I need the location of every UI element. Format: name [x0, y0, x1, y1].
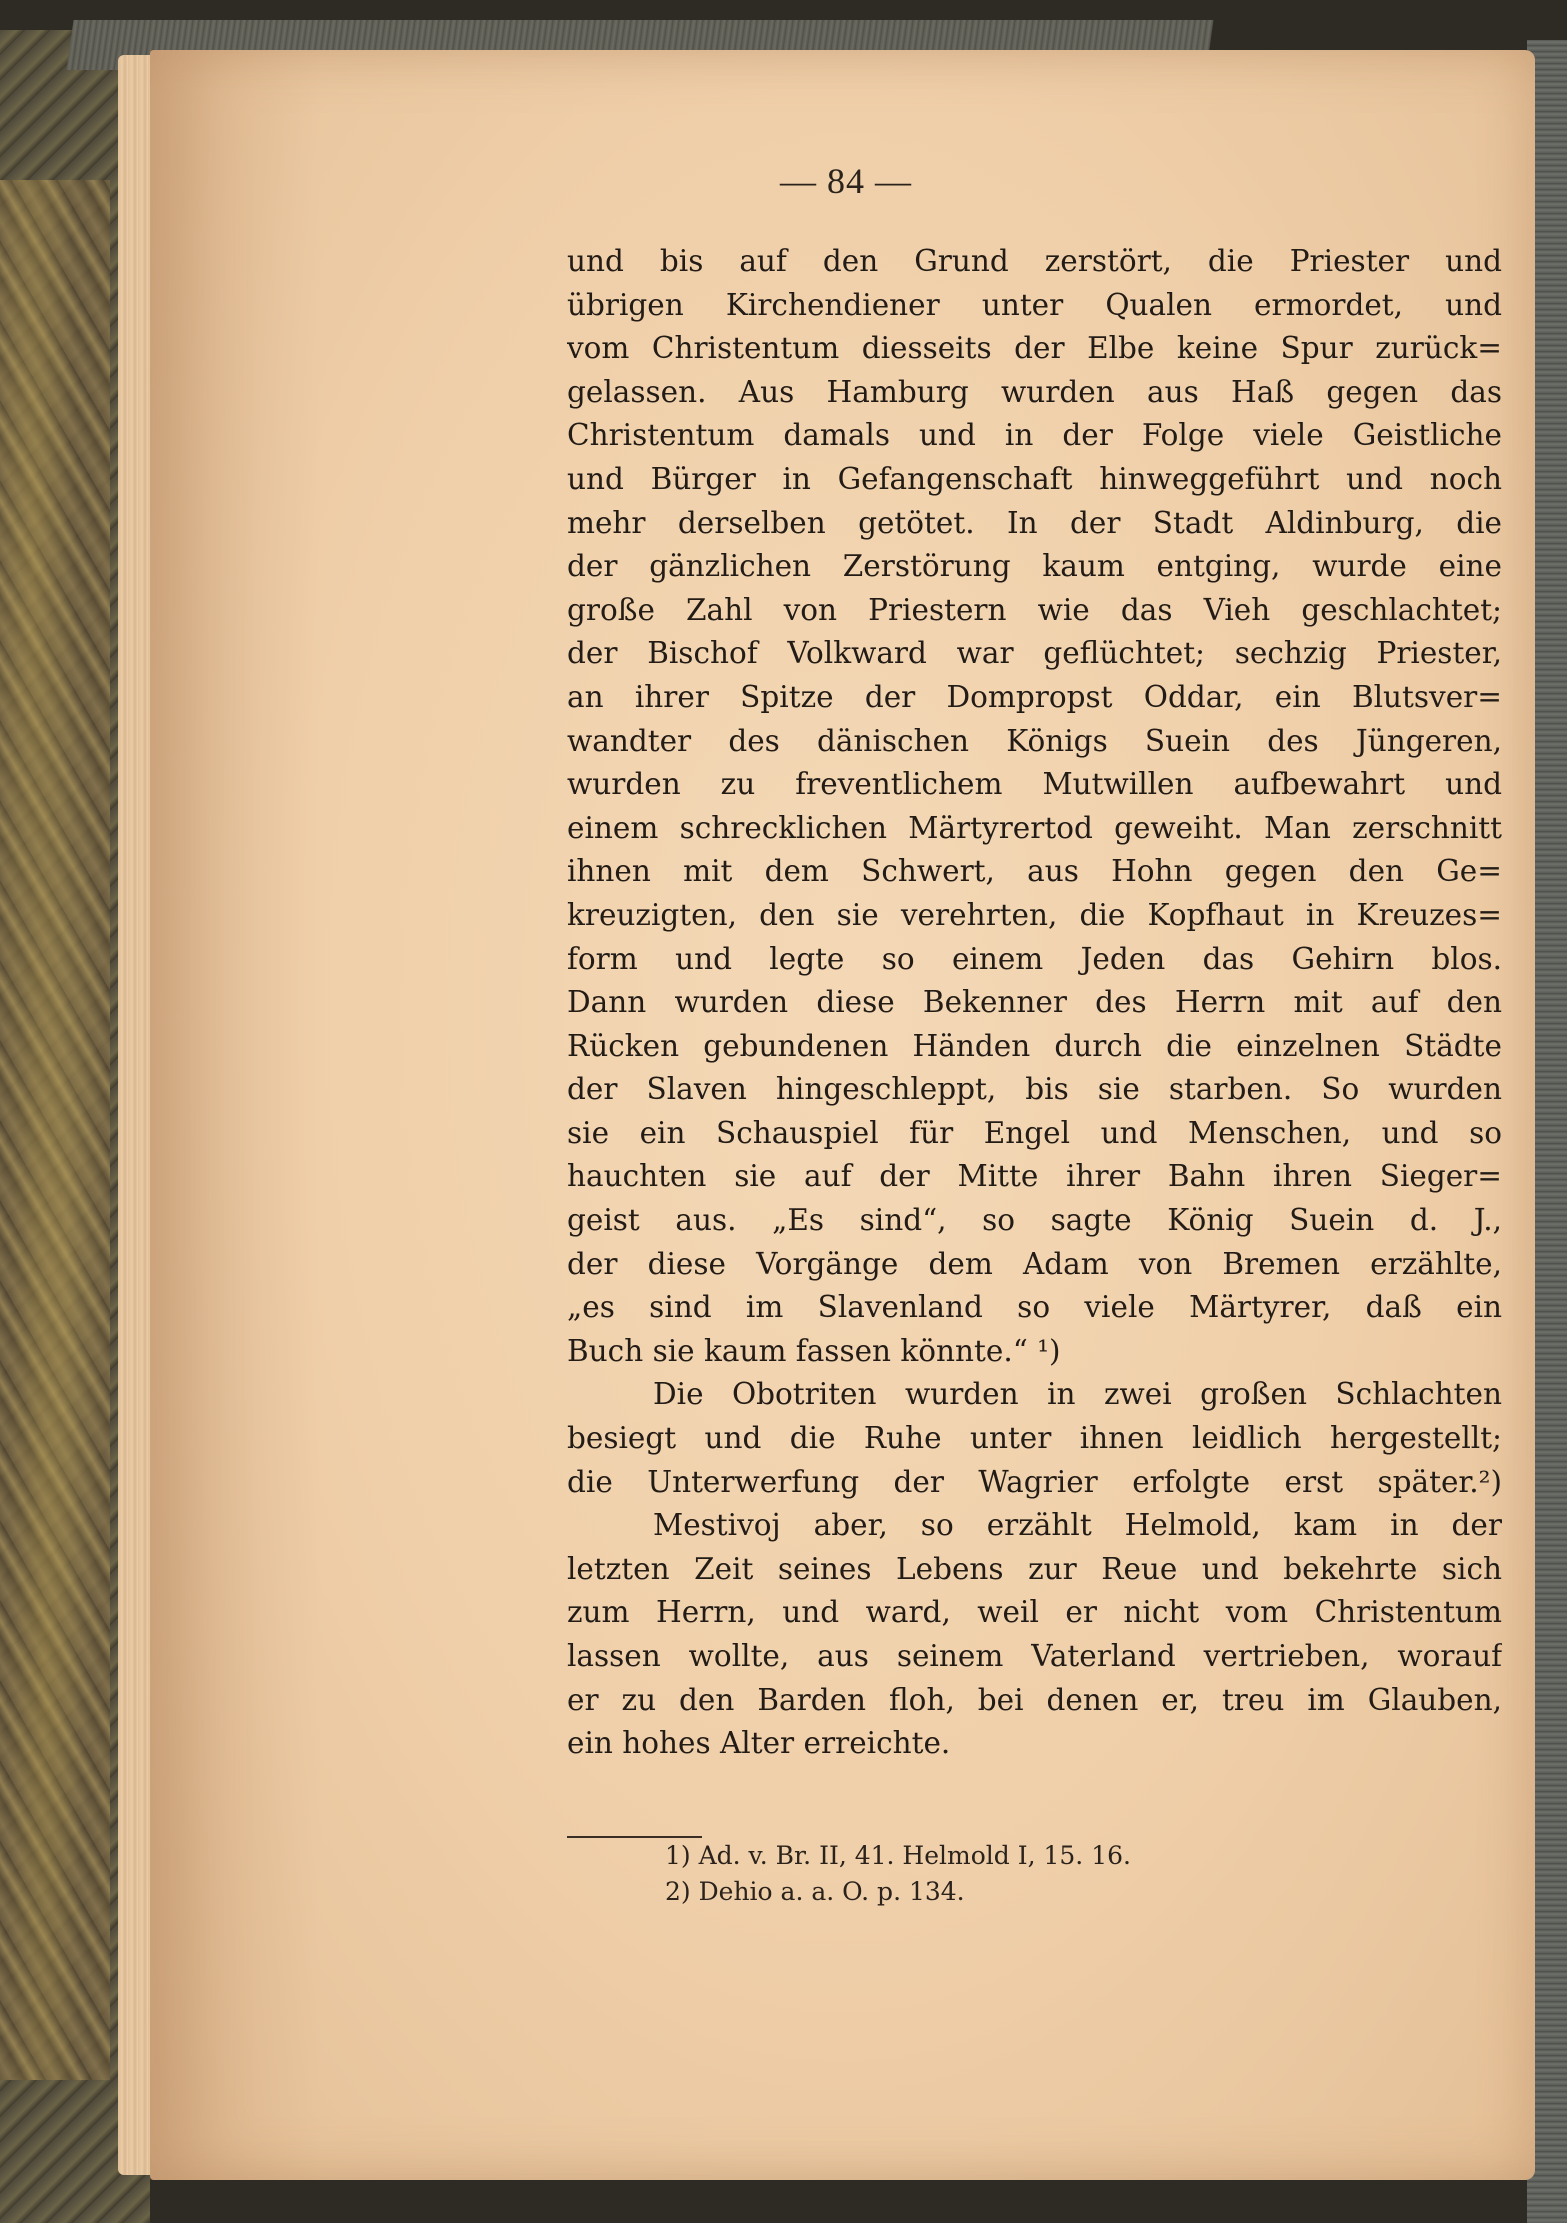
text-line: wandter des dänischen Königs Suein des Jüngeren,: [567, 723, 1502, 758]
text-line: besiegt und die Ruhe unter ihnen leidlich hergestellt;: [567, 1421, 1502, 1456]
text-line: vom Christentum diesseits der Elbe keine Spur zurück=: [567, 331, 1502, 366]
page-number: — 84 —: [780, 161, 912, 201]
text-line: Dann wurden diese Bekenner des Herrn mit auf den: [567, 985, 1502, 1020]
text-line: der Slaven hingeschleppt, bis sie starben. So wurden: [567, 1072, 1502, 1107]
text-line: der Bischof Volkward war geflüchtet; sechzig Priester,: [567, 636, 1502, 671]
text-line: kreuzigten, den sie verehrten, die Kopfhaut in Kreuzes=: [567, 897, 1502, 932]
gutter-shadow: [150, 50, 320, 2180]
text-line: ein hohes Alter erreichte.: [567, 1726, 951, 1761]
text-line: an ihrer Spitze der Dompropst Oddar, ein Blutsver=: [567, 679, 1502, 714]
text-line: und Bürger in Gefangenschaft hinweggeführt und noch: [567, 461, 1502, 496]
marbled-board: [0, 180, 110, 2080]
text-line: „es sind im Slavenland so viele Märtyrer, daß ein: [567, 1290, 1502, 1325]
text-line: form und legte so einem Jeden das Gehirn blos.: [567, 941, 1502, 976]
text-line: die Unterwerfung der Wagrier erfolgte erst später.²): [567, 1464, 1502, 1499]
text-line: Mestivoj aber, so erzählt Helmold, kam in der: [653, 1508, 1502, 1543]
body-text: [567, 240, 1502, 1766]
text-line: große Zahl von Priestern wie das Vieh geschlachtet;: [567, 592, 1502, 627]
text-line: gelassen. Aus Hamburg wurden aus Haß gegen das: [567, 374, 1502, 409]
text-line: wurden zu freventlichem Mutwillen aufbewahrt und: [567, 767, 1502, 802]
text-line: lassen wollte, aus seinem Vaterland vertrieben, worauf: [567, 1639, 1502, 1673]
text-line: mehr derselben getötet. In der Stadt Aldinburg, die: [567, 505, 1502, 540]
text-line: sie ein Schauspiel für Engel und Menschen, und so: [567, 1115, 1502, 1150]
text-line: Buch sie kaum fassen könnte.“ ¹): [567, 1333, 1061, 1368]
text-line: einem schrecklichen Märtyrertod geweiht. Man zerschnitt: [567, 810, 1502, 845]
text-line: Rücken gebundenen Händen durch die einzelnen Städte: [567, 1028, 1502, 1063]
text-line: letzten Zeit seines Lebens zur Reue und bekehrte sich: [567, 1551, 1502, 1586]
text-line: zum Herrn, und ward, weil er nicht vom Christentum: [567, 1595, 1502, 1630]
text-line: hauchten sie auf der Mitte ihrer Bahn ihren Sieger=: [567, 1159, 1502, 1194]
footnotes: [665, 1838, 1365, 1910]
text-line: der diese Vorgänge dem Adam von Bremen erzählte,: [567, 1246, 1502, 1281]
text-line: Die Obotriten wurden in zwei großen Schlachten: [653, 1377, 1502, 1412]
text-line: Christentum damals und in der Folge viele Geistliche: [567, 418, 1502, 453]
text-line: geist aus. „Es sind“, so sagte König Suein d. J.,: [567, 1203, 1502, 1238]
text-line: und bis auf den Grund zerstört, die Priester und: [567, 244, 1502, 278]
footnote: 2) Dehio a. a. O. p. 134.: [665, 1877, 965, 1906]
text-line: übrigen Kirchendiener unter Qualen ermordet, und: [567, 287, 1502, 322]
text-line: der gänzlichen Zerstörung kaum entging, wurde eine: [567, 549, 1502, 584]
text-line: ihnen mit dem Schwert, aus Hohn gegen den Ge=: [567, 854, 1502, 889]
footnote: 1) Ad. v. Br. II, 41. Helmold I, 15. 16.: [665, 1841, 1131, 1870]
text-line: er zu den Barden floh, bei denen er, treu im Glauben,: [567, 1682, 1502, 1717]
